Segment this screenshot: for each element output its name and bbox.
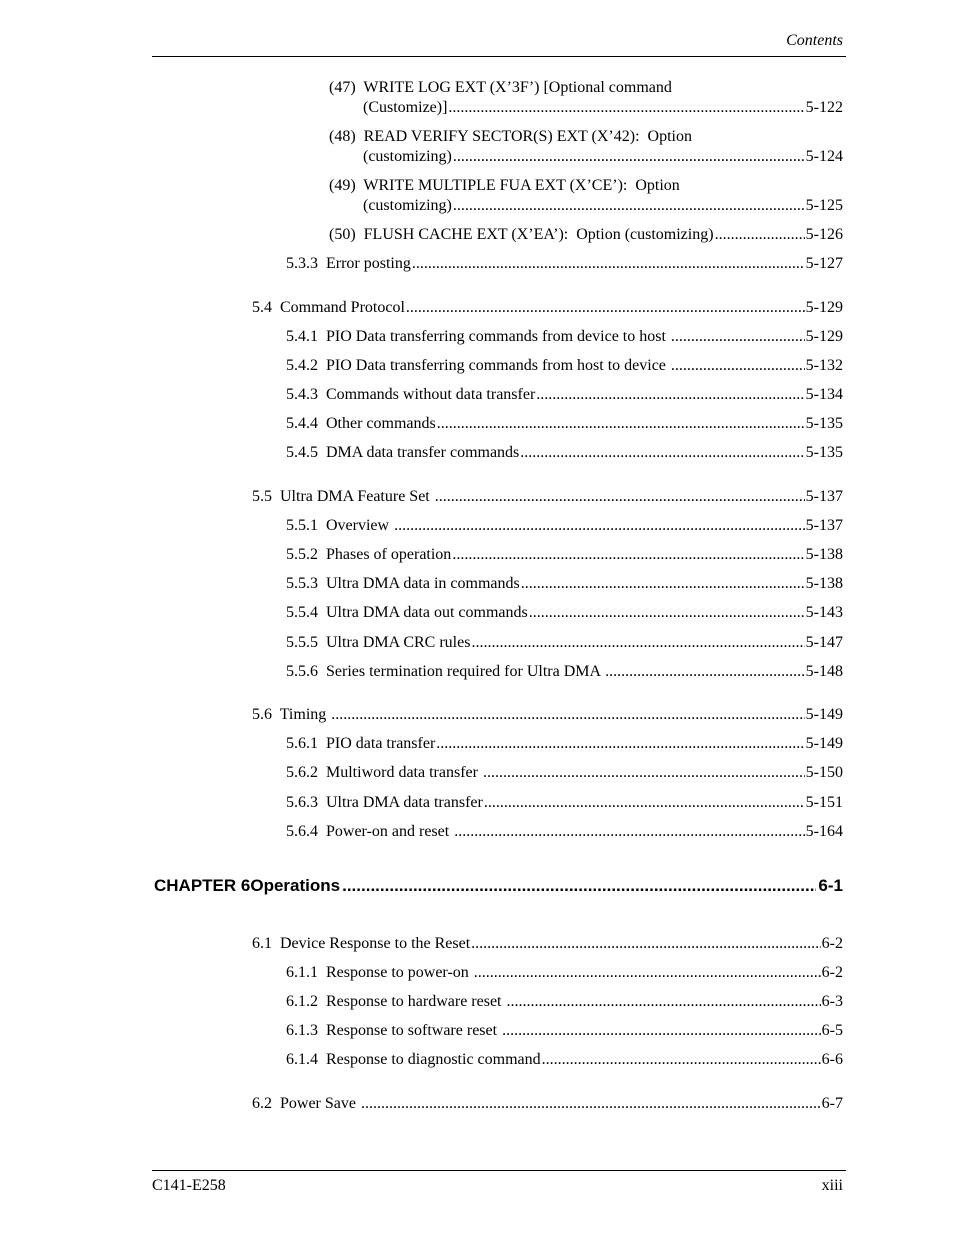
toc-entry-5-5-4[interactable] bbox=[286, 603, 843, 623]
dot-leader bbox=[406, 298, 805, 318]
toc-page-number: 6-7 bbox=[821, 1095, 843, 1112]
toc-entry-5-4-2[interactable] bbox=[286, 356, 843, 376]
running-head: Contents bbox=[786, 32, 843, 49]
toc-entry-label: (customizing) bbox=[363, 148, 452, 165]
toc-page-number: 6-2 bbox=[821, 935, 843, 952]
dot-leader bbox=[536, 385, 804, 405]
dot-leader bbox=[412, 254, 805, 274]
toc-entry-5-6-1[interactable] bbox=[286, 734, 843, 754]
toc-entry-label: 6.2 Power Save bbox=[252, 1095, 360, 1112]
toc-page-number: 5-125 bbox=[805, 197, 843, 214]
dot-leader bbox=[361, 1094, 821, 1114]
toc-entry-cmd50[interactable] bbox=[329, 225, 843, 245]
dot-leader bbox=[542, 1050, 821, 1070]
toc-page-number: 6-6 bbox=[821, 1051, 843, 1068]
toc-entry-5-4-1[interactable] bbox=[286, 327, 843, 347]
dot-leader bbox=[671, 356, 805, 376]
toc-entry-6-1[interactable] bbox=[252, 934, 843, 954]
toc-page-number: 5-135 bbox=[805, 415, 843, 432]
toc-entry-5-4[interactable] bbox=[252, 298, 843, 318]
toc-entry-label: 6.1.1 Response to power-on bbox=[286, 964, 473, 981]
toc-page-number: 5-129 bbox=[805, 299, 843, 316]
dot-leader bbox=[435, 487, 805, 507]
toc-page-number: 5-149 bbox=[805, 735, 843, 752]
toc-page-number: 5-126 bbox=[805, 226, 843, 243]
toc-page-number: 5-138 bbox=[805, 575, 843, 592]
toc-chapter-6[interactable] bbox=[154, 875, 843, 897]
toc-entry-label: 5.4.2 PIO Data transferring commands from host to device bbox=[286, 357, 670, 374]
toc-entry-6-1-1[interactable] bbox=[286, 963, 843, 983]
toc-page-number: 5-124 bbox=[805, 148, 843, 165]
toc-entry-label: 5.6.1 PIO data transfer bbox=[286, 735, 436, 752]
toc-entry-5-4-5[interactable] bbox=[286, 443, 843, 463]
toc-page-number: 6-3 bbox=[821, 993, 843, 1010]
toc-entry-label: 6.1.2 Response to hardware reset bbox=[286, 993, 506, 1010]
toc-entry-5-4-3[interactable] bbox=[286, 385, 843, 405]
toc-entry-label: 5.5.4 Ultra DMA data out commands bbox=[286, 604, 528, 621]
toc-entry-label: (50) FLUSH CACHE EXT (X’EA’): Option (customizing) bbox=[329, 226, 714, 243]
toc-entry-label: 5.4.4 Other commands bbox=[286, 415, 436, 432]
toc-page-number: 5-147 bbox=[805, 634, 843, 651]
toc-entry-label: 5.6 Timing bbox=[252, 706, 331, 723]
chapter-title: Operations bbox=[250, 876, 341, 895]
toc-entry-label: 6.1.3 Response to software reset bbox=[286, 1022, 502, 1039]
dot-leader bbox=[331, 705, 804, 725]
toc-entry-5-5[interactable] bbox=[252, 487, 843, 507]
toc-page-number: 6-5 bbox=[821, 1022, 843, 1039]
dot-leader bbox=[452, 545, 804, 565]
toc-entry-6-1-2[interactable] bbox=[286, 992, 843, 1012]
toc-entry-5-5-5[interactable] bbox=[286, 633, 843, 653]
toc-page-number: 5-138 bbox=[805, 546, 843, 563]
dot-leader bbox=[520, 443, 804, 463]
footer-rule bbox=[152, 1170, 846, 1171]
toc-entry-label: 5.6.4 Power-on and reset bbox=[286, 823, 454, 840]
toc-entry-label: 5.3.3 Error posting bbox=[286, 255, 411, 272]
toc-page-number: 6-2 bbox=[821, 964, 843, 981]
toc-entry-5-5-1[interactable] bbox=[286, 516, 843, 536]
toc-entry-6-2[interactable] bbox=[252, 1094, 843, 1114]
toc-page-number: 5-151 bbox=[805, 794, 843, 811]
toc-entry-label: 5.4 Command Protocol bbox=[252, 299, 405, 316]
toc-entry-label: 6.1 Device Response to the Reset bbox=[252, 935, 471, 952]
dot-leader bbox=[521, 574, 805, 594]
toc-entry-5-3-3[interactable] bbox=[286, 254, 843, 274]
toc-entry-label: (Customize)] bbox=[363, 99, 448, 116]
toc-entry-6-1-4[interactable] bbox=[286, 1050, 843, 1070]
dot-leader bbox=[448, 98, 804, 118]
dot-leader bbox=[471, 934, 821, 954]
toc-entry-5-5-2[interactable] bbox=[286, 545, 843, 565]
header-rule bbox=[152, 56, 846, 57]
toc-entry-label: 6.1.4 Response to diagnostic command bbox=[286, 1051, 541, 1068]
toc-page-number: 5-149 bbox=[805, 706, 843, 723]
dot-leader bbox=[453, 196, 805, 216]
toc-entry-label: (customizing) bbox=[363, 197, 452, 214]
toc-entry-label: (47) WRITE LOG EXT (X’3F’) [Optional command bbox=[329, 79, 672, 96]
toc-entry-label: 5.5.5 Ultra DMA CRC rules bbox=[286, 634, 471, 651]
toc-page-number: 5-127 bbox=[805, 255, 843, 272]
toc-entry-5-5-3[interactable] bbox=[286, 574, 843, 594]
toc-page-number: 5-164 bbox=[805, 823, 843, 840]
toc-entry-5-5-6[interactable] bbox=[286, 662, 843, 682]
toc-entry-label: 5.5.3 Ultra DMA data in commands bbox=[286, 575, 520, 592]
toc-entry-5-6-2[interactable] bbox=[286, 763, 843, 783]
toc-entry-label: 5.5.6 Series termination required for Ultra DMA bbox=[286, 663, 605, 680]
chapter-number: CHAPTER 6 bbox=[154, 876, 251, 895]
toc-entry-5-6-4[interactable] bbox=[286, 822, 843, 842]
dot-leader bbox=[436, 734, 804, 754]
toc-page-number: 5-129 bbox=[805, 328, 843, 345]
toc-entry-label: 5.4.5 DMA data transfer commands bbox=[286, 444, 520, 461]
toc-page-number: 5-122 bbox=[805, 99, 843, 116]
toc-page-number: 5-148 bbox=[805, 663, 843, 680]
toc-entry-label: 5.4.1 PIO Data transferring commands from device to host bbox=[286, 328, 670, 345]
dot-leader bbox=[471, 633, 804, 653]
toc-entry-5-4-4[interactable] bbox=[286, 414, 843, 434]
toc-entry-label: 5.5.1 Overview bbox=[286, 517, 394, 534]
footer-page-number: xiii bbox=[821, 1177, 843, 1194]
dot-leader bbox=[502, 1021, 821, 1041]
toc-page-number: 5-137 bbox=[805, 488, 843, 505]
dot-leader bbox=[453, 147, 805, 167]
dot-leader bbox=[454, 822, 804, 842]
dot-leader bbox=[342, 875, 816, 897]
toc-page-number: 5-143 bbox=[805, 604, 843, 621]
dot-leader bbox=[484, 793, 805, 813]
toc-entry-label: 5.4.3 Commands without data transfer bbox=[286, 386, 536, 403]
toc-entry-label: (49) WRITE MULTIPLE FUA EXT (X’CE’): Option bbox=[329, 177, 680, 194]
toc-entry-5-6[interactable] bbox=[252, 705, 843, 725]
toc-entry-label: 5.5 Ultra DMA Feature Set bbox=[252, 488, 434, 505]
toc-page-number: 6-1 bbox=[818, 876, 843, 895]
dot-leader bbox=[437, 414, 805, 434]
toc-page-number: 5-135 bbox=[805, 444, 843, 461]
toc-entry-label: (48) READ VERIFY SECTOR(S) EXT (X’42): Option bbox=[329, 128, 692, 145]
toc-page-number: 5-132 bbox=[805, 357, 843, 374]
dot-leader bbox=[507, 992, 821, 1012]
footer-doc-id: C141-E258 bbox=[152, 1177, 226, 1194]
toc-page-number: 5-134 bbox=[805, 386, 843, 403]
dot-leader bbox=[715, 225, 805, 245]
dot-leader bbox=[474, 963, 821, 983]
toc-page-number: 5-137 bbox=[805, 517, 843, 534]
dot-leader bbox=[529, 603, 805, 623]
dot-leader bbox=[605, 662, 805, 682]
dot-leader bbox=[394, 516, 805, 536]
toc-entry-6-1-3[interactable] bbox=[286, 1021, 843, 1041]
toc-entry-label: 5.5.2 Phases of operation bbox=[286, 546, 452, 563]
toc-page-number: 5-150 bbox=[805, 764, 843, 781]
dot-leader bbox=[671, 327, 805, 347]
toc-entry-label: 5.6.2 Multiword data transfer bbox=[286, 764, 482, 781]
dot-leader bbox=[483, 763, 805, 783]
toc-entry-label: 5.6.3 Ultra DMA data transfer bbox=[286, 794, 483, 811]
toc-entry-5-6-3[interactable] bbox=[286, 793, 843, 813]
